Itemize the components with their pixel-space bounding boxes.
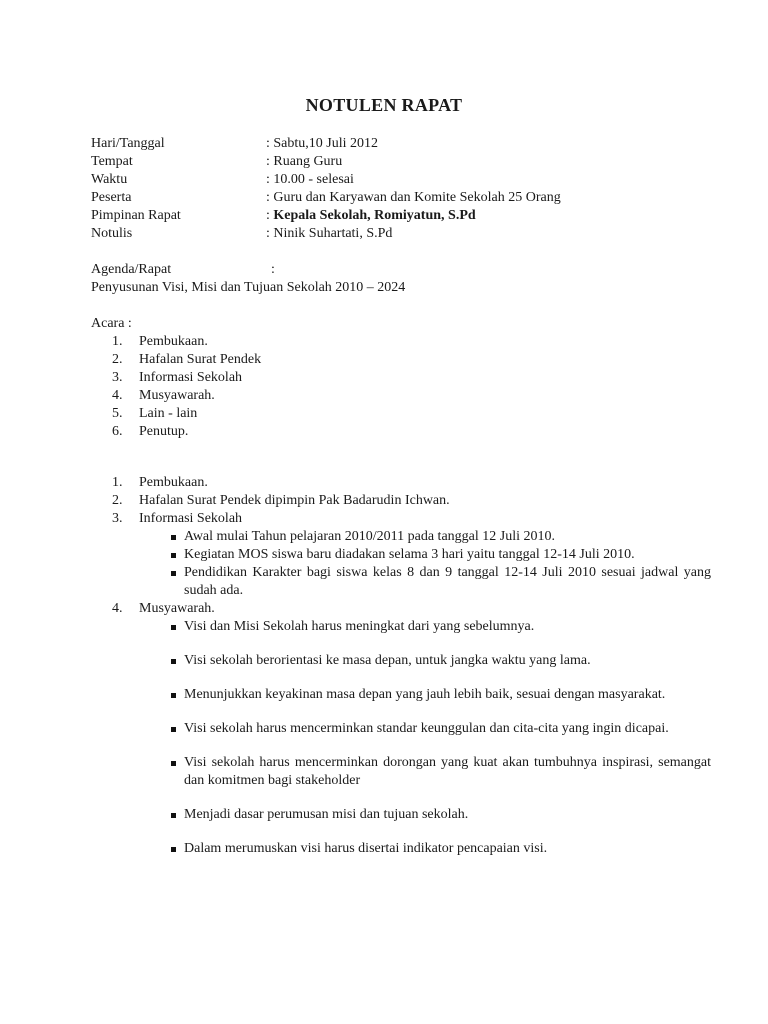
bullet-text: Dalam merumuskan visi harus disertai indikator pencapaian visi.	[184, 841, 548, 856]
list-text: Informasi Sekolah	[139, 370, 243, 385]
list-text: Penutup.	[139, 424, 189, 439]
bullet-text: Awal mulai Tahun pelajaran 2010/2011 pada tanggal 12 Juli 2010.	[184, 529, 555, 544]
square-bullet-icon	[171, 727, 176, 732]
info-label: Notulis	[91, 226, 133, 241]
bullet-item	[171, 564, 711, 600]
info-value	[266, 207, 476, 225]
list-text: Pembukaan.	[139, 475, 208, 490]
info-row-time	[91, 171, 691, 189]
info-row-notetaker	[91, 225, 691, 243]
list-item	[91, 510, 711, 528]
info-value: : Ruang Guru	[266, 154, 343, 169]
bullet-text: Menjadi dasar perumusan misi dan tujuan sekolah.	[184, 807, 469, 822]
agenda-label: Agenda/Rapat	[91, 262, 172, 277]
list-number: 2.	[112, 493, 123, 508]
bullet-item	[171, 652, 711, 670]
info-label: Waktu	[91, 172, 128, 187]
square-bullet-icon	[171, 847, 176, 852]
info-value: : Sabtu,10 Juli 2012	[266, 136, 379, 151]
meeting-info	[91, 135, 691, 243]
list-text: Hafalan Surat Pendek	[139, 352, 262, 367]
bullet-item	[171, 840, 711, 858]
info-value: : Guru dan Karyawan dan Komite Sekolah 25 Orang	[266, 190, 561, 205]
details-section	[91, 474, 711, 858]
list-number: 5.	[112, 406, 123, 421]
list-item	[91, 405, 691, 423]
list-text: Hafalan Surat Pendek dipimpin Pak Badarudin Ichwan.	[139, 493, 450, 508]
bullet-text: Pendidikan Karakter bagi siswa kelas 8 dan 9 tanggal 12-14 Juli 2010 sesuai jadwal yang sudah ada.	[184, 565, 711, 598]
list-item	[91, 387, 691, 405]
list-item	[91, 600, 711, 618]
bullet-item	[171, 618, 711, 636]
info-row-date	[91, 135, 691, 153]
list-item	[91, 474, 711, 492]
list-item	[91, 351, 691, 369]
square-bullet-icon	[171, 761, 176, 766]
list-number: 4.	[112, 388, 123, 403]
list-item	[91, 369, 691, 387]
info-value: : 10.00 - selesai	[266, 172, 354, 187]
info-label: Pimpinan Rapat	[91, 208, 181, 223]
square-bullet-icon	[171, 693, 176, 698]
list-item	[91, 423, 691, 441]
square-bullet-icon	[171, 571, 176, 576]
agenda-colon: :	[271, 262, 275, 277]
bullet-item	[171, 546, 711, 564]
list-number: 2.	[112, 352, 123, 367]
square-bullet-icon	[171, 625, 176, 630]
info-label: Tempat	[91, 154, 133, 169]
acara-section	[91, 315, 691, 441]
acara-list	[91, 333, 691, 441]
bullet-item	[171, 720, 711, 738]
list-text: Informasi Sekolah	[139, 511, 243, 526]
list-number: 6.	[112, 424, 123, 439]
document-title: NOTULEN RAPAT	[305, 95, 463, 115]
info-row-place	[91, 153, 691, 171]
info-label: Peserta	[91, 190, 132, 205]
list-text: Musyawarah.	[139, 601, 215, 616]
bullet-text: Kegiatan MOS siswa baru diadakan selama 3 hari yaitu tanggal 12-14 Juli 2010.	[184, 547, 635, 562]
list-number: 4.	[112, 601, 123, 616]
list-number: 1.	[112, 334, 123, 349]
square-bullet-icon	[171, 659, 176, 664]
square-bullet-icon	[171, 535, 176, 540]
list-number: 1.	[112, 475, 123, 490]
bullet-item	[171, 528, 711, 546]
bullet-text: Visi sekolah berorientasi ke masa depan, untuk jangka waktu yang lama.	[184, 653, 591, 668]
acara-label: Acara :	[91, 316, 132, 331]
list-text: Musyawarah.	[139, 388, 215, 403]
bullet-item	[171, 686, 711, 704]
bullet-text: Visi sekolah harus mencerminkan dorongan yang kuat akan tumbuhnya inspirasi, semangat dan komitmen bagi stakeholder	[184, 755, 711, 788]
list-number: 3.	[112, 511, 123, 526]
info-value: : Ninik Suhartati, S.Pd	[266, 226, 393, 241]
musyawarah-bullets	[171, 618, 711, 858]
info-row-chair	[91, 207, 691, 225]
list-number: 3.	[112, 370, 123, 385]
bullet-text: Menunjukkan keyakinan masa depan yang jauh lebih baik, sesuai dengan masyarakat.	[184, 687, 666, 702]
info-sekolah-bullets	[171, 528, 711, 600]
info-row-participants	[91, 189, 691, 207]
bullet-item	[171, 754, 711, 790]
bullet-text: Visi dan Misi Sekolah harus meningkat dari yang sebelumnya.	[184, 619, 535, 634]
agenda-section	[91, 261, 691, 297]
bullet-item	[171, 806, 711, 824]
bullet-text: Visi sekolah harus mencerminkan standar keunggulan dan cita-cita yang ingin dicapai.	[184, 721, 669, 736]
agenda-text: Penyusunan Visi, Misi dan Tujuan Sekolah 2010 – 2024	[91, 280, 406, 295]
square-bullet-icon	[171, 553, 176, 558]
list-text: Pembukaan.	[139, 334, 208, 349]
info-value-prefix: :	[266, 208, 274, 223]
info-label: Hari/Tanggal	[91, 136, 165, 151]
list-text: Lain - lain	[139, 406, 198, 421]
list-item	[91, 333, 691, 351]
info-value-bold: Kepala Sekolah, Romiyatun, S.Pd	[273, 208, 476, 223]
list-item	[91, 492, 711, 510]
square-bullet-icon	[171, 813, 176, 818]
